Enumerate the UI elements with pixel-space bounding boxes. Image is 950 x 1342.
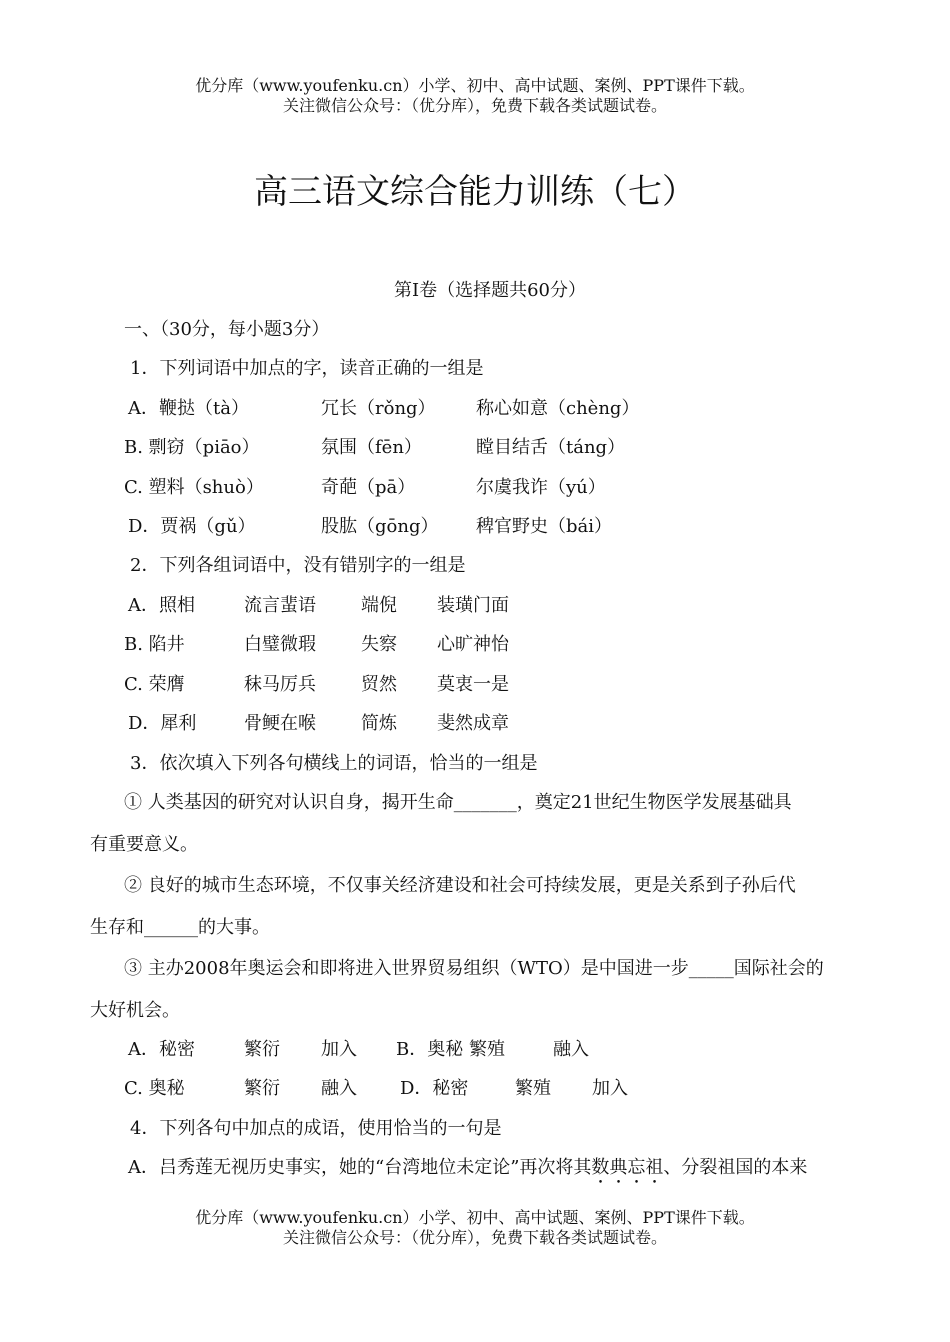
q1-d-2: 股肱（gōng） — [321, 516, 439, 537]
header-line-1: 优分库（www.youfenku.cn）小学、初中、高中试题、案例、PPT课件下载。 — [195, 76, 755, 95]
q3-sentence-1: ① 人类基因的研究对认识自身，揭开生命_______，奠定21世纪生物医学发展基础具 — [124, 792, 792, 813]
page-title: 高三语文综合能力训练（七） — [254, 172, 696, 212]
q1-b-2: 氛围（fēn） — [321, 437, 422, 458]
q2-b-1: B. 陷井 — [124, 634, 185, 655]
q4-option-a — [128, 1156, 950, 1188]
q2-d-1: D．犀利 — [128, 713, 197, 734]
q1-a-3: 称心如意（chèng） — [476, 398, 640, 419]
q4-a-emphasized-idiom: 数典忘祖 — [591, 1157, 664, 1178]
q4-a-text-before: A．吕秀莲无视历史事实，她的“台湾地位未定论”再次将其 — [128, 1157, 592, 1178]
q2-c-3: 贸然 — [361, 674, 397, 695]
footer-line-1: 优分库（www.youfenku.cn）小学、初中、高中试题、案例、PPT课件下载。 — [195, 1208, 755, 1227]
q3-sentence-3: ③ 主办2008年奥运会和即将进入世界贸易组织（WTO）是中国进一步_____国际社会的 — [124, 958, 824, 979]
q1-a-2: 冗长（rǒng） — [321, 398, 436, 419]
q3-opt-a-1: A．秘密 — [128, 1039, 195, 1060]
q3-sentence-1-cont: 有重要意义。 — [90, 834, 198, 855]
q3-sentence-3-cont: 大好机会。 — [90, 1000, 180, 1021]
q2-a-2: 流言蜚语 — [244, 595, 316, 616]
page-header — [0, 76, 950, 116]
q1-b-1: B. 剽窃（piāo） — [124, 437, 260, 458]
q1-c-1: C. 塑料（shuò） — [124, 477, 264, 498]
q3-sentence-2: ② 良好的城市生态环境，不仅事关经济建设和社会可持续发展，更是关系到子孙后代 — [124, 875, 796, 896]
q2-d-2: 骨鲠在喉 — [244, 713, 316, 734]
q4-stem: 4．下列各句中加点的成语，使用恰当的一句是 — [130, 1118, 502, 1139]
q1-d-1: D．贾祸（gǔ） — [128, 516, 256, 537]
q1-c-3: 尔虞我诈（yú） — [476, 477, 606, 498]
q3-opt-d-3: 加入 — [592, 1078, 628, 1099]
q3-opt-c-3: 融入 — [321, 1078, 357, 1099]
q3-opt-c-1: C. 奥秘 — [124, 1078, 185, 1099]
q2-a-1: A．照相 — [128, 595, 195, 616]
page-footer — [0, 1208, 950, 1248]
q3-opt-b-2: 融入 — [553, 1039, 589, 1060]
q2-b-2: 白璧微瑕 — [244, 634, 316, 655]
section-heading: 第Ⅰ卷（选择题共60分） — [393, 280, 586, 301]
q3-opt-c-2: 繁衍 — [244, 1078, 280, 1099]
part-heading: 一、（30分，每小题3分） — [124, 319, 330, 340]
q1-c-2: 奇葩（pā） — [321, 477, 416, 498]
q3-stem: 3．依次填入下列各句横线上的词语，恰当的一组是 — [130, 753, 538, 774]
q2-a-3: 端倪 — [361, 595, 397, 616]
q3-opt-b-1: B．奥秘 繁殖 — [396, 1039, 505, 1060]
footer-line-2: 关注微信公众号：（优分库），免费下载各类试题试卷。 — [282, 1228, 667, 1247]
header-line-2: 关注微信公众号：（优分库），免费下载各类试题试卷。 — [282, 96, 667, 115]
q3-sentence-2-cont: 生存和______的大事。 — [90, 917, 270, 938]
q1-b-3: 瞠目结舌（táng） — [476, 437, 626, 458]
q3-opt-d-2: 繁殖 — [515, 1078, 551, 1099]
q3-opt-a-3: 加入 — [321, 1039, 357, 1060]
q2-b-4: 心旷神怡 — [437, 634, 509, 655]
q1-d-3: 稗官野史（bái） — [476, 516, 613, 537]
q3-opt-a-2: 繁衍 — [244, 1039, 280, 1060]
q2-d-4: 斐然成章 — [437, 713, 509, 734]
q2-a-4: 装璜门面 — [437, 595, 509, 616]
q2-stem: 2．下列各组词语中，没有错别字的一组是 — [130, 555, 466, 576]
q2-b-3: 失察 — [361, 634, 397, 655]
q3-opt-d-1: D．秘密 — [400, 1078, 469, 1099]
q2-c-2: 秣马厉兵 — [244, 674, 316, 695]
q2-c-1: C. 荣膺 — [124, 674, 185, 695]
q2-d-3: 简炼 — [361, 713, 397, 734]
q2-c-4: 莫衷一是 — [437, 674, 509, 695]
q1-a-1: A．鞭挞（tà） — [128, 398, 249, 419]
q4-a-text-after: 、分裂祖国的本来 — [663, 1157, 808, 1178]
q1-stem: 1．下列词语中加点的字，读音正确的一组是 — [130, 358, 484, 379]
